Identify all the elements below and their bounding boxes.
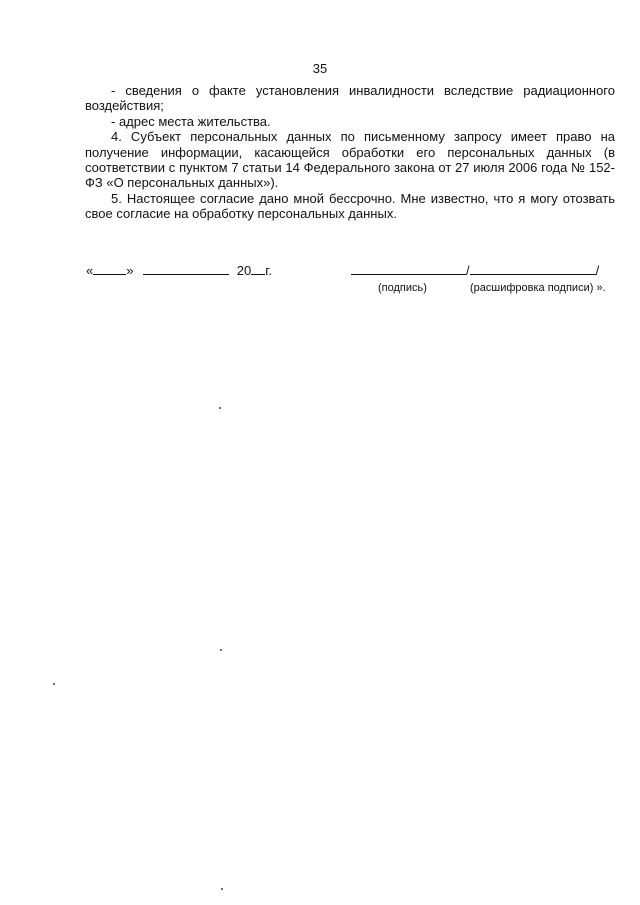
signature-decoding-caption: (расшифровка подписи) ». [470, 282, 606, 294]
month-blank-line [143, 262, 229, 275]
decoding-blank-line [470, 262, 596, 275]
date-field [86, 262, 272, 278]
scan-speck [219, 407, 221, 409]
signature-section [0, 262, 640, 302]
year-suffix: г. [265, 263, 272, 278]
signature-line [351, 262, 599, 278]
paragraph-disability-fact: - сведения о факте установления инвалидности вследствие радиационного воздействия; [85, 83, 615, 114]
scan-speck [221, 888, 223, 890]
paragraph-consent-term: 5. Настоящее согласие дано мной бессрочно. Мне известно, что я могу отозвать свое согласие на обработку персональных данных. [85, 190, 615, 222]
page-number: 35 [312, 61, 328, 76]
signature-blank-line [351, 262, 466, 275]
signature-slash-left: / [466, 263, 470, 278]
signature-caption: (подпись) [378, 282, 427, 294]
date-close-quote: » [126, 263, 134, 278]
year-prefix: 20 [236, 263, 252, 278]
paragraph-right-to-information: 4. Субъект персональных данных по письменному запросу имеет право на получение информации, касающейся обработки его персональных данных (в соответствии с пунктом 7 статьи 14 Федерального закона от 27 июля 2006 года № 152-ФЗ «О персональных данных»). [85, 129, 615, 191]
year-blank-line [251, 262, 265, 275]
day-blank-line [93, 262, 126, 275]
date-open-quote: « [86, 263, 94, 278]
signature-slash-right: / [595, 263, 600, 278]
paragraph-residence-address: - адрес места жительства. [111, 113, 271, 129]
scan-speck [53, 683, 55, 685]
document-body [85, 83, 615, 222]
scan-speck [220, 649, 222, 651]
